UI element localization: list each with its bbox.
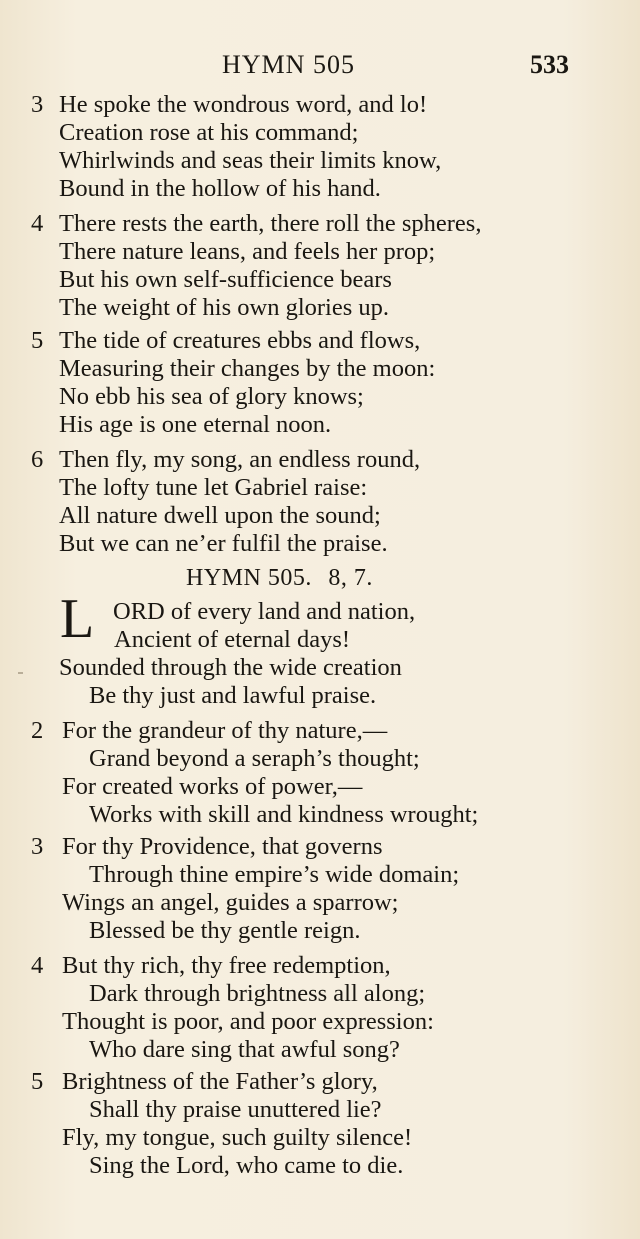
verse-line: He spoke the wondrous word, and lo! (59, 91, 428, 118)
verse-line: Thought is poor, and poor expression: (62, 1008, 434, 1035)
verse-line: Who dare sing that awful song? (89, 1036, 400, 1063)
verse-line: Blessed be thy gentle reign. (89, 917, 361, 944)
verse-line: Sounded through the wide creation (59, 654, 402, 681)
hymn-meter: 8, 7. (328, 565, 373, 591)
hymn-title: HYMN 505. (186, 565, 312, 591)
stanza-number: 5 (31, 1068, 44, 1095)
verse-line: Works with skill and kindness wrought; (89, 801, 479, 828)
verse-line: Wings an angel, guides a sparrow; (62, 889, 399, 916)
drop-cap: L (60, 588, 95, 650)
verse-line: Shall thy praise unuttered lie? (89, 1096, 382, 1123)
verse-line: There rests the earth, there roll the spheres, (59, 210, 482, 237)
verse-line: Creation rose at his command; (59, 119, 359, 146)
verse-line: Measuring their changes by the moon: (59, 355, 436, 382)
verse-line: All nature dwell upon the sound; (59, 502, 381, 529)
verse-line: But we can ne’er fulfil the praise. (59, 530, 388, 557)
stanza-number: 6 (31, 446, 44, 473)
running-head (0, 50, 640, 84)
verse-line: Then fly, my song, an endless round, (59, 446, 421, 473)
stanza-number: 3 (31, 833, 44, 860)
verse-line: But his own self-sufficience bears (59, 266, 392, 293)
verse-line: For created works of power,— (62, 773, 363, 800)
verse-line: Grand beyond a seraph’s thought; (89, 745, 420, 772)
stanza-number: 3 (31, 91, 44, 118)
verse-line: There nature leans, and feels her prop; (59, 238, 436, 265)
verse-line: Through thine empire’s wide domain; (89, 861, 460, 888)
stanza-number: 2 (31, 717, 44, 744)
page-number: 533 (530, 50, 569, 79)
verse-line: Whirlwinds and seas their limits know, (59, 147, 442, 174)
verse-line: His age is one eternal noon. (59, 411, 332, 438)
verse-line: But thy rich, thy free redemption, (62, 952, 391, 979)
verse-line: The lofty tune let Gabriel raise: (59, 474, 368, 501)
stanza-number: 5 (31, 327, 44, 354)
stanza-number: 4 (31, 210, 44, 237)
stanza-number: 4 (31, 952, 44, 979)
verse-line: The tide of creatures ebbs and flows, (59, 327, 421, 354)
first-line: ORD of every land and nation, (113, 598, 416, 625)
verse-line: Ancient of eternal days! (114, 626, 351, 653)
verse-line: For the grandeur of thy nature,— (62, 717, 388, 744)
print-speck (18, 672, 23, 674)
verse-line: Be thy just and lawful praise. (89, 682, 377, 709)
verse-line: Bound in the hollow of his hand. (59, 175, 381, 202)
running-title: HYMN 505 (222, 50, 355, 79)
hymn-heading (186, 565, 373, 592)
verse-line: For thy Providence, that governs (62, 833, 383, 860)
verse-line: Fly, my tongue, such guilty silence! (62, 1124, 413, 1151)
verse-line: The weight of his own glories up. (59, 294, 390, 321)
verse-line: No ebb his sea of glory knows; (59, 383, 364, 410)
verse-line: Sing the Lord, who came to die. (89, 1152, 404, 1179)
verse-line: Dark through brightness all along; (89, 980, 426, 1007)
verse-line: Brightness of the Father’s glory, (62, 1068, 378, 1095)
